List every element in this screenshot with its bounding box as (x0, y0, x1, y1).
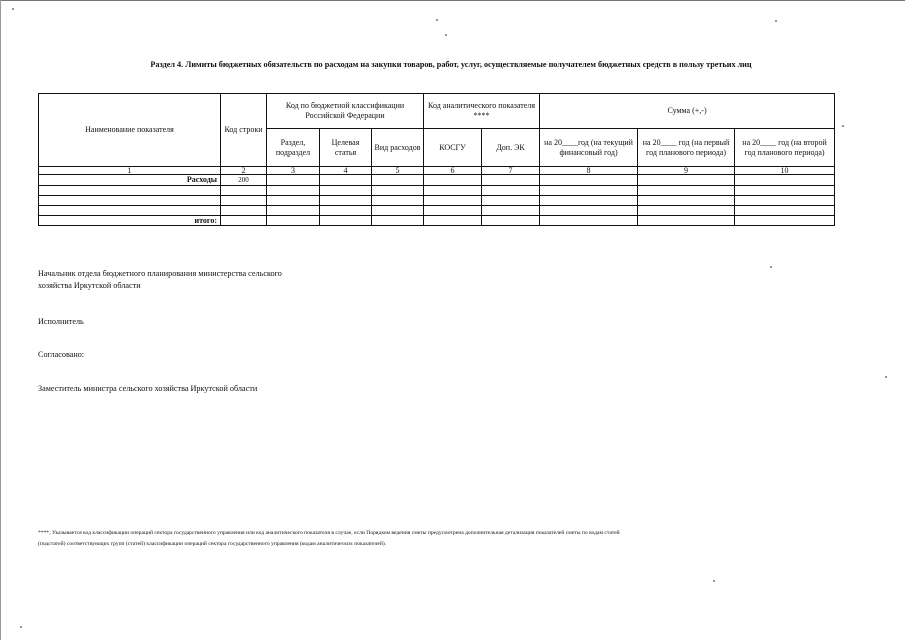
row-code (221, 195, 267, 205)
cell (267, 195, 320, 205)
column-number: 6 (424, 167, 482, 175)
table-row (39, 195, 835, 205)
header-indicator-name: Наименование показателя (39, 94, 221, 167)
cell (320, 195, 372, 205)
cell (424, 195, 482, 205)
column-number: 2 (221, 167, 267, 175)
cell (482, 175, 540, 186)
page-top-edge (0, 0, 905, 1)
header-year-second: на 20____ год (на второй год планового периода) (735, 129, 835, 167)
cell (482, 195, 540, 205)
cell (735, 215, 835, 226)
column-number: 3 (267, 167, 320, 175)
cell (267, 205, 320, 215)
section-title: Раздел 4. Лимиты бюджетных обязательств по расходам на закупки товаров, работ, услуг, осуществляемые получателем бюджетных средств в пользу третьих лиц (150, 60, 752, 69)
cell (424, 215, 482, 226)
row-name (39, 195, 221, 205)
cell (320, 215, 372, 226)
header-kosgu: КОСГУ (424, 129, 482, 167)
cell (320, 185, 372, 195)
row-code: 200 (221, 175, 267, 186)
header-year-current: на 20____год (на текущий финансовый год) (540, 129, 638, 167)
cell (540, 205, 638, 215)
column-number: 9 (638, 167, 735, 175)
cell (424, 205, 482, 215)
column-number: 4 (320, 167, 372, 175)
cell (735, 195, 835, 205)
column-number: 5 (372, 167, 424, 175)
cell (267, 215, 320, 226)
scan-speck (713, 580, 715, 582)
cell (482, 215, 540, 226)
cell (372, 185, 424, 195)
footnote-line1: ****, Указывается код классификации операций сектора государственного управления или код аналитического показателя в случае, если Порядком ведения сметы предусмотрена дополнительная детализация показателей сметы по кодам статей (38, 530, 620, 536)
header-sum: Сумма (+,-) (540, 94, 835, 129)
header-target-article: Целевая статья (320, 129, 372, 167)
cell (540, 185, 638, 195)
page-left-edge (0, 0, 1, 640)
cell (482, 205, 540, 215)
cell (320, 205, 372, 215)
head-of-department-signature (38, 268, 282, 292)
column-number: 8 (540, 167, 638, 175)
table-row (39, 205, 835, 215)
cell (424, 175, 482, 186)
footnote (38, 528, 838, 550)
cell (267, 175, 320, 186)
table-row-total (39, 215, 835, 226)
column-number: 1 (39, 167, 221, 175)
scan-speck (445, 34, 447, 36)
scan-speck (770, 266, 772, 268)
cell (372, 195, 424, 205)
cell (372, 205, 424, 215)
row-name: итого: (39, 215, 221, 226)
executor-label: Исполнитель (38, 317, 84, 326)
row-code (221, 205, 267, 215)
header-analytic-code: Код аналитического показателя **** (424, 94, 540, 129)
header-expense-type: Вид расходов (372, 129, 424, 167)
column-number-row (39, 167, 835, 175)
scan-speck (885, 376, 887, 378)
cell (638, 195, 735, 205)
table-row (39, 175, 835, 186)
cell (267, 185, 320, 195)
row-name: Расходы (39, 175, 221, 186)
column-number: 7 (482, 167, 540, 175)
cell (372, 175, 424, 186)
agreed-label: Согласовано: (38, 350, 85, 359)
budget-limits-table (38, 93, 835, 226)
footnote-line2: (подстатей) соответствующих групп (статей) классификации операций сектора государственного управления (кодам аналитических показателей). (38, 541, 387, 547)
table-row (39, 185, 835, 195)
row-name (39, 185, 221, 195)
row-name (39, 205, 221, 215)
scan-speck (842, 125, 844, 127)
scan-speck (20, 626, 22, 628)
scan-speck (775, 20, 777, 22)
cell (540, 175, 638, 186)
cell (482, 185, 540, 195)
cell (540, 195, 638, 205)
deputy-minister-signature: Заместитель министра сельского хозяйства Иркутской области (38, 384, 258, 393)
header-row-code: Код строки (221, 94, 267, 167)
header-year-first: на 20____ год (на первый год планового периода) (638, 129, 735, 167)
scan-speck (12, 8, 14, 10)
cell (638, 215, 735, 226)
row-code (221, 215, 267, 226)
cell (638, 205, 735, 215)
cell (424, 185, 482, 195)
row-code (221, 185, 267, 195)
cell (735, 175, 835, 186)
scan-speck (436, 19, 438, 21)
cell (638, 175, 735, 186)
column-number: 10 (735, 167, 835, 175)
head-title-line2: хозяйства Иркутской области (38, 281, 141, 290)
cell (735, 185, 835, 195)
header-dop-ek: Доп. ЭК (482, 129, 540, 167)
cell (735, 205, 835, 215)
header-budget-classification: Код по бюджетной классификации Российской Федерации (267, 94, 424, 129)
head-title-line1: Начальник отдела бюджетного планирования министерства сельского (38, 269, 282, 278)
header-section: Раздел, подраздел (267, 129, 320, 167)
cell (320, 175, 372, 186)
cell (372, 215, 424, 226)
cell (638, 185, 735, 195)
cell (540, 215, 638, 226)
